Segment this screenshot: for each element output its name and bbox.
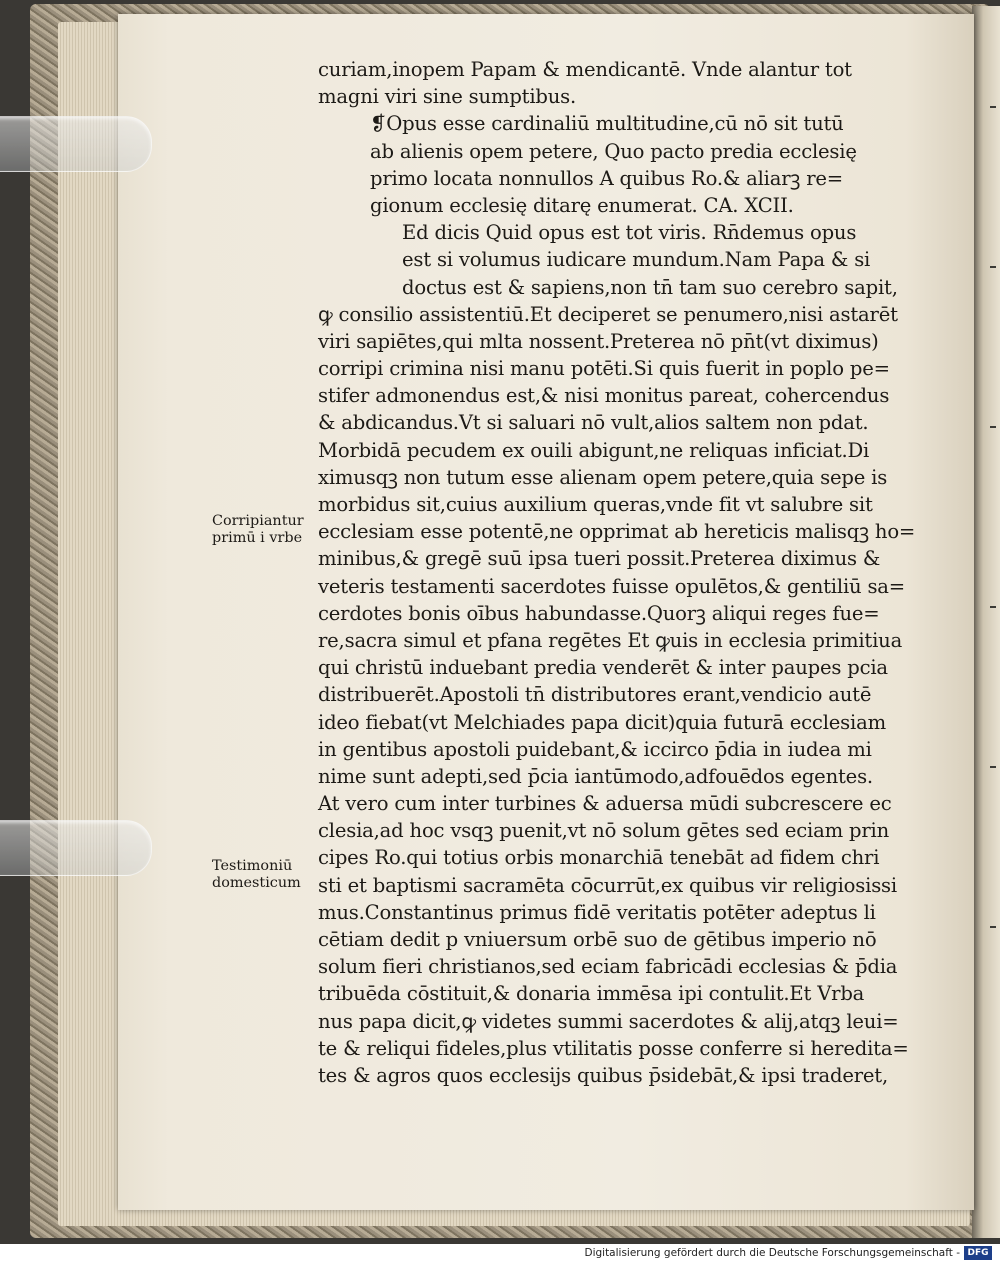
text-line: doctus est & sapiens,non tn̄ tam suo cerebro sapit, bbox=[402, 275, 898, 299]
text-line: cipes Ro.qui totius orbis monarchiā tenebāt ad fidem chri bbox=[318, 846, 880, 870]
footer-bar bbox=[0, 1244, 1000, 1264]
text-line: sti et baptismi sacramēta cōcurrūt,ex quibus vir religiosissi bbox=[318, 873, 897, 897]
facing-page-edge bbox=[972, 6, 1000, 1238]
chapter-heading-line: gionum ecclesię ditarę enumerat. CA. XCII. bbox=[370, 193, 794, 217]
text-line: solum fieri christianos,sed eciam fabricādi ecclesias & p̄dia bbox=[318, 955, 898, 979]
footer-credit: Digitalisierung gefördert durch die Deutsche Forschungsgemeinschaft - bbox=[584, 1247, 960, 1259]
margin-note-line: Corripiantur bbox=[212, 513, 304, 529]
chapter-heading-line: ab alienis opem petere, Quo pacto predia ecclesię bbox=[370, 139, 857, 163]
text-line: in gentibus apostoli puidebant,& iccirco p̄dia in iudea mi bbox=[318, 737, 872, 761]
text-line: clesia,ad hoc vsqꝫ puenit,vt nō solum gētes sed eciam prin bbox=[318, 819, 889, 843]
margin-note bbox=[212, 513, 320, 547]
text-line: stifer admonendus est,& nisi monitus pareat, cohercendus bbox=[318, 384, 890, 408]
text-line: ꝙ consilio assistentiū.Et deciperet se penumero,nisi astarēt bbox=[318, 302, 898, 326]
text-line: morbidus sit,cuius auxilium queras,vnde fit vt salubre sit bbox=[318, 493, 873, 516]
dfg-logo: DFG bbox=[964, 1246, 992, 1260]
page-clip-bottom bbox=[0, 820, 152, 876]
text-line: viri sapiētes,qui mlta nossent.Preterea nō pn̄t(vt diximus) bbox=[318, 329, 879, 353]
page-clip-top bbox=[0, 116, 152, 172]
text-line: veteris testamenti sacerdotes fuisse opulētos,& gentiliū sa= bbox=[318, 574, 906, 598]
margin-note bbox=[212, 858, 320, 892]
text-line: cerdotes bonis oībus habundasse.Quorꝫ aliqui reges fue= bbox=[318, 601, 880, 625]
text-line: mus.Constantinus primus fidē veritatis potēter adeptus li bbox=[318, 900, 876, 924]
text-line: distribuerēt.Apostoli tn̄ distributores erant,vendicio autē bbox=[318, 683, 872, 707]
text-line: nus papa dicit,ꝙ videtes summi sacerdotes & alij,atqꝫ leui= bbox=[318, 1009, 899, 1033]
text-line: qui christū induebant predia venderēt & inter paupes pcia bbox=[318, 656, 888, 680]
margin-note-line: Testimoniū bbox=[212, 858, 293, 874]
margin-note-line: domesticum bbox=[212, 875, 301, 891]
text-line: nime sunt adepti,sed p̄cia iantūmodo,adfouēdos egentes. bbox=[318, 764, 873, 788]
text-line: curiam,inopem Papam & mendicantē. Vnde alantur tot bbox=[318, 58, 852, 81]
text-line: minibus,& gregē suū ipsa tueri possit.Preterea diximus & bbox=[318, 547, 881, 571]
text-line: est si volumus iudicare mundum.Nam Papa & si bbox=[402, 248, 871, 272]
chapter-heading-line: ❡Opus esse cardinaliū multitudine,cū nō sit tutū bbox=[370, 112, 844, 136]
text-line: Ed dicis Quid opus est tot viris. Rn̄demus opus bbox=[402, 221, 857, 245]
body-text bbox=[318, 56, 916, 1089]
text-line: tes & agros quos ecclesijs quibus p̄sidebāt,& ipsi traderet, bbox=[318, 1063, 888, 1087]
margin-note-line: primū i vrbe bbox=[212, 530, 303, 546]
text-line: re,sacra simul et pfana regētes Et ꝙuis in ecclesia primitiua bbox=[318, 628, 903, 652]
text-line: cētiam dedit p vniuersum orbē suo de gētibus imperio nō bbox=[318, 928, 877, 951]
text-line: Morbidā pecudem ex ouili abigunt,ne reliquas inficiat.Di bbox=[318, 438, 870, 462]
text-line: corripi crimina nisi manu potēti.Si quis fuerit in poplo pe= bbox=[318, 357, 890, 381]
text-line: te & reliqui fideles,plus vtilitatis posse conferre si heredita= bbox=[318, 1036, 909, 1060]
text-line: & abdicandus.Vt si saluari nō vult,alios saltem non pdat. bbox=[318, 411, 869, 435]
text-line: ideo fiebat(vt Melchiades papa dicit)quia futurā ecclesiam bbox=[318, 710, 886, 734]
text-line: At vero cum inter turbines & aduersa mūdi subcrescere ec bbox=[318, 792, 892, 816]
text-line: tribuēda cōstituit,& donaria immēsa ipi contulit.Et Vrba bbox=[318, 982, 865, 1006]
text-line: magni viri sine sumptibus. bbox=[318, 85, 577, 109]
chapter-heading-line: primo locata nonnullos A quibus Ro.& aliarꝫ re= bbox=[370, 166, 844, 190]
text-line: ximusqꝫ non tutum esse alienam opem petere,quia sepe is bbox=[318, 465, 888, 489]
text-line: ecclesiam esse potentē,ne opprimat ab hereticis malisqꝫ ho= bbox=[318, 520, 916, 544]
